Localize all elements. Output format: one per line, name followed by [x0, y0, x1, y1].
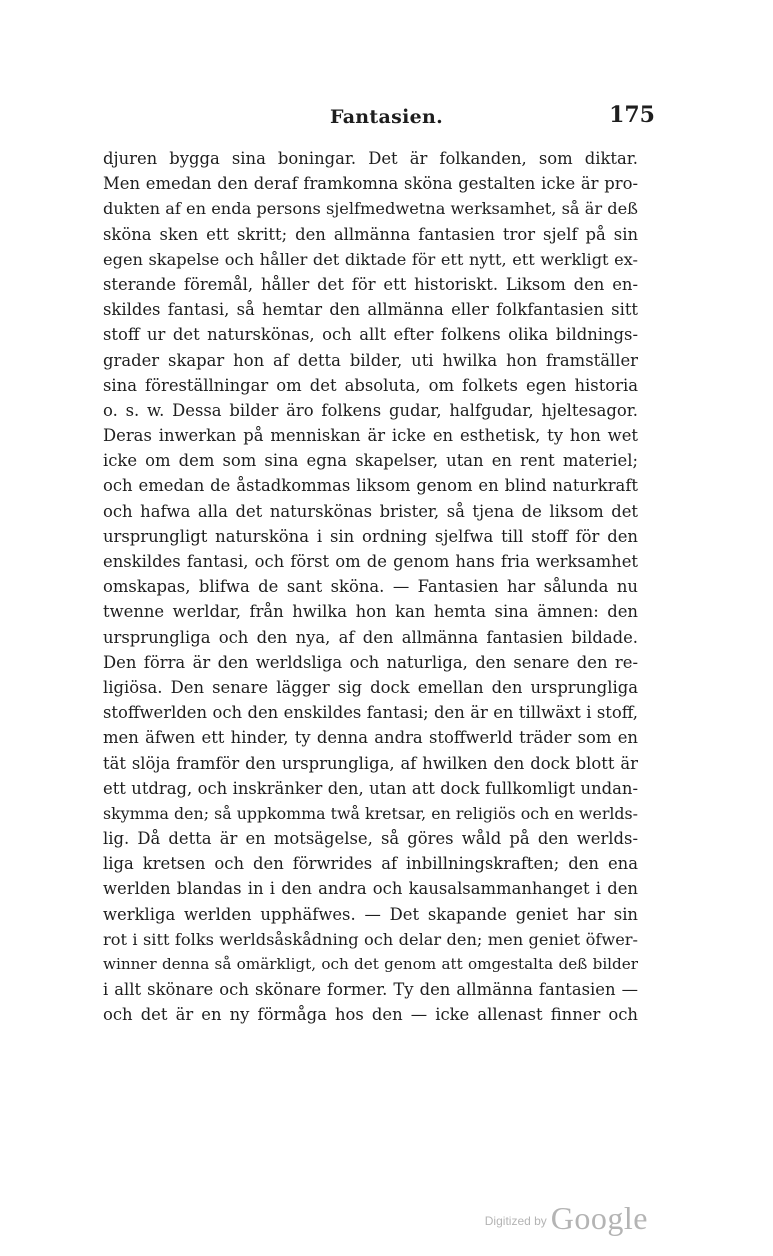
text-line: stoff ur det naturskönas, och allt efter folkens olika bildnings- [103, 325, 638, 345]
text-line: och emedan de åstadkommas liksom genom en blind naturkraft [103, 476, 638, 496]
text-line: skymma den; så uppkomma twå kretsar, en religiös och en werlds- [103, 803, 638, 823]
running-head [0, 100, 773, 136]
text-line: Deras inwerkan på menniskan är icke en esthetisk, ty hon wet [103, 426, 638, 446]
text-line: icke om dem som sina egna skapelser, utan en rent materiel; [103, 451, 638, 471]
text-line: ligiösa. Den senare lägger sig dock emellan den ursprungliga [103, 677, 638, 697]
text-line: winner denna så omärkligt, och det genom att omgestalta deß bilder [103, 955, 638, 973]
text-line: o. s. w. Dessa bilder äro folkens gudar, halfgudar, hjeltesagor. [103, 400, 638, 420]
text-line: Den förra är den werldsliga och naturliga, den senare den re- [103, 652, 638, 672]
text-line: men äfwen ett hinder, ty denna andra stoffwerld träder som en [103, 728, 638, 748]
text-line: twenne werldar, från hwilka hon kan hemta sina ämnen: den [103, 602, 638, 622]
text-line: tät slöja framför den ursprungliga, af hwilken den dock blott är [103, 753, 638, 773]
text-line: stoffwerlden och den enskildes fantasi; den är en tillwäxt i stoff, [103, 703, 638, 723]
text-line: lig. Då detta är en motsägelse, så göres wåld på den werlds- [103, 829, 638, 849]
body-text [103, 146, 638, 1028]
digitized-by-google-watermark [485, 1198, 648, 1234]
text-line: werlden blandas in i den andra och kausalsammanhanget i den [103, 879, 638, 899]
text-line: enskildes fantasi, och först om de genom hans fria werksamhet [103, 552, 638, 571]
text-line: ursprungliga och den nya, af den allmänna fantasien bildade. [103, 627, 638, 647]
text-line: djuren bygga sina boningar. Det är folkanden, som diktar. [103, 149, 638, 168]
page-number: 175 [609, 102, 655, 128]
text-line: och hafwa alla det naturskönas brister, så tjena de liksom det [103, 501, 638, 521]
text-line: ursprungligt natursköna i sin ordning sjelfwa till stoff för den [103, 526, 638, 546]
google-logo: Google [550, 1200, 648, 1236]
text-line: i allt skönare och skönare former. Ty den allmänna fantasien — [103, 980, 638, 1000]
text-line: sina föreställningar om det absoluta, om folkets egen historia [103, 375, 638, 395]
text-line: sterande föremål, håller det för ett historiskt. Liksom den en- [103, 274, 638, 294]
text-line: werkliga werlden upphäfwes. — Det skapande geniet har sin [103, 904, 638, 924]
watermark-prefix: Digitized by [484, 1214, 547, 1228]
text-line: ett utdrag, och inskränker den, utan att dock fullkomligt undan- [103, 778, 638, 798]
text-line: och det är en ny förmåga hos den — icke allenast finner och [103, 1005, 638, 1025]
text-line: egen skapelse och håller det diktade för ett nytt, ett werkligt ex- [103, 249, 638, 269]
text-line: omskapas, blifwa de sant sköna. — Fantasien har sålunda nu [103, 577, 638, 597]
text-line: liga kretsen och den förwrides af inbillningskraften; den ena [103, 854, 638, 874]
running-title: Fantasien. [329, 106, 444, 128]
text-line: dukten af en enda persons sjelfmedwetna werksamhet, så är deß [103, 199, 638, 219]
text-line: rot i sitt folks werldsåskådning och delar den; men geniet öfwer- [103, 929, 638, 949]
text-line: grader skapar hon af detta bilder, uti hwilka hon framställer [103, 350, 638, 370]
text-line: Men emedan den deraf framkomna sköna gestalten icke är pro- [103, 174, 638, 194]
text-line: skildes fantasi, så hemtar den allmänna eller folkfantasien sitt [103, 300, 638, 320]
text-line: sköna sken ett skritt; den allmänna fantasien tror sjelf på sin [103, 224, 638, 244]
